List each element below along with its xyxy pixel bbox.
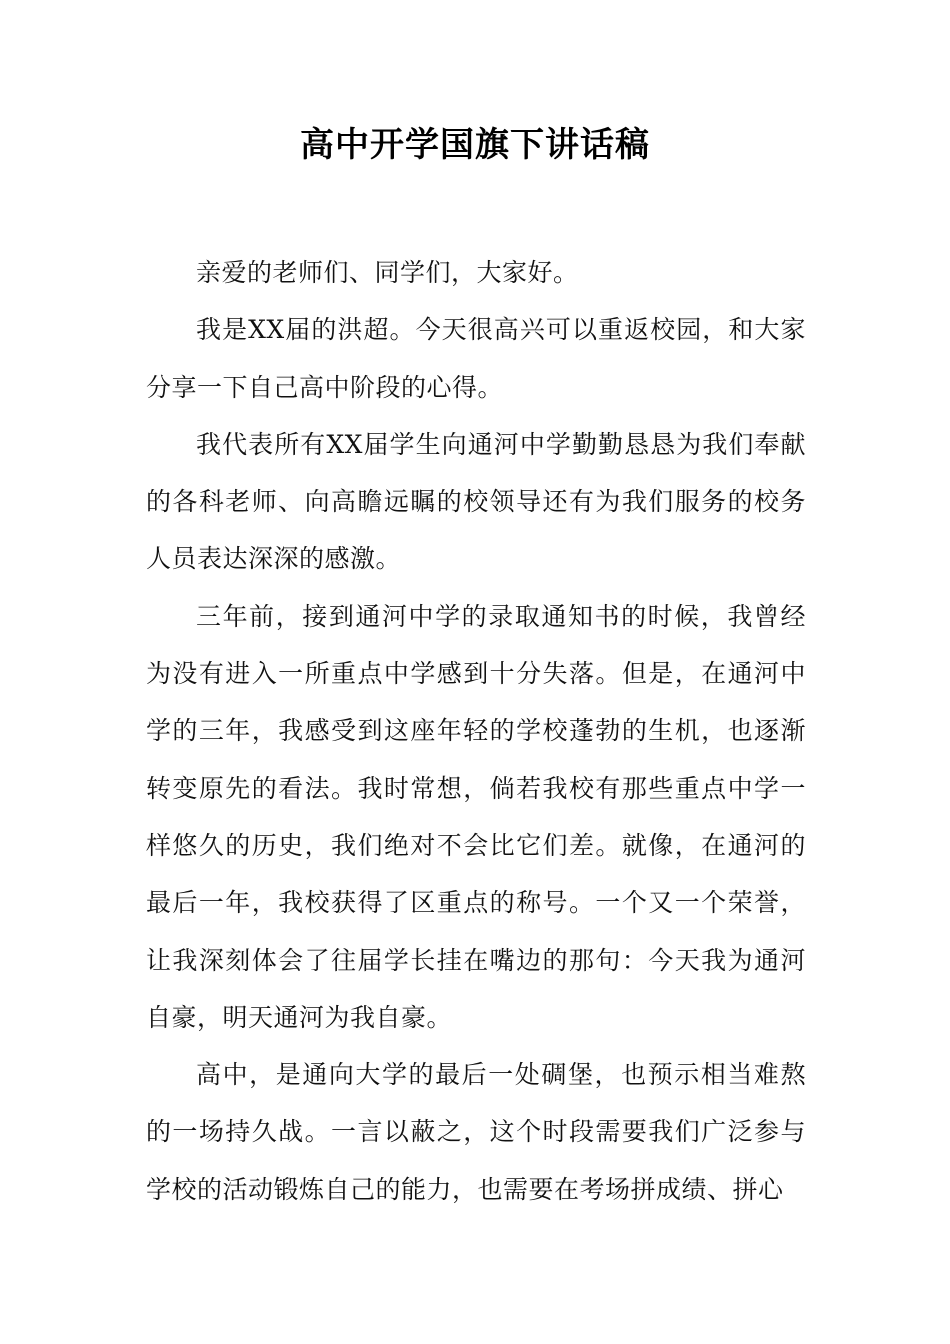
document-body: [146, 244, 806, 1218]
paragraph-intro: 我是XX届的洪超。今天很高兴可以重返校园，和大家分享一下自己高中阶段的心得。: [146, 315, 806, 402]
document-title: 高中开学国旗下讲话稿: [300, 125, 650, 165]
paragraph-memories: 三年前，接到通河中学的录取通知书的时候，我曾经为没有进入一所重点中学感到十分失落。但是，在通河中学的三年，我感受到这座年轻的学校蓬勃的生机，也逐渐转变原先的看法。我时常想，倘若我校有那些重点中学一样悠久的历史，我们绝对不会比它们差。就像，在通河的最后一年，我校获得了区重点的称号。一个又一个荣誉，让我深刻体会了往届学长挂在嘴边的那句：今天我为通河自豪，明天通河为我自豪。: [146, 601, 806, 1032]
paragraph-high-school: 高中，是通向大学的最后一处碉堡，也预示相当难熬的一场持久战。一言以蔽之，这个时段需要我们广泛参与学校的活动锻炼自己的能力，也需要在考场拼成绩、拼心: [146, 1060, 806, 1204]
paragraph-thanks: 我代表所有XX届学生向通河中学勤勤恳恳为我们奉献的各科老师、向高瞻远瞩的校领导还有为我们服务的校务人员表达深深的感激。: [146, 429, 806, 574]
paragraph-greeting: 亲爱的老师们、同学们，大家好。: [196, 258, 579, 287]
